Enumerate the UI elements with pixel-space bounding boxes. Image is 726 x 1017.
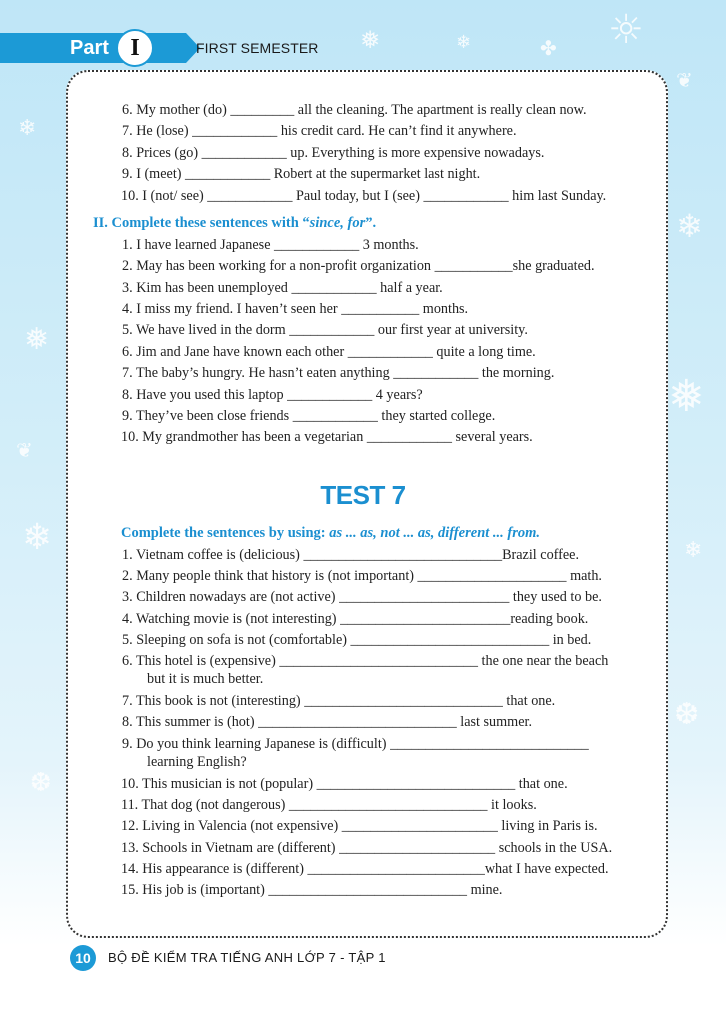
list-item: 8. Prices (go) ____________ up. Everything is more expensive nowadays. [122,145,545,161]
snowflake-icon: ❅ [24,322,50,357]
snowflake-icon: ❄ [456,32,472,53]
list-item: 11. That dog (not dangerous) ____________________________ it looks. [121,797,537,813]
list-item: 1. Vietnam coffee is (delicious) ____________________________Brazil coffee. [122,547,579,563]
list-item: 6. My mother (do) _________ all the cleaning. The apartment is really clean now. [122,102,587,118]
test-title: TEST 7 [320,480,406,510]
list-item: 2. May has been working for a non-profit organization ___________she graduated. [122,258,595,274]
list-item: 12. Living in Valencia (not expensive) ______________________ living in Paris is. [121,818,598,834]
list-item: 4. I miss my friend. I haven’t seen her ___________ months. [122,301,469,317]
list-item: 6. Jim and Jane have known each other ____________ quite a long time. [122,344,536,360]
semester-title: FIRST SEMESTER [196,40,319,56]
butterfly-icon: ✤ [540,36,557,60]
list-item: 14. His appearance is (different) _________________________what I have expected. [121,861,609,877]
page-number: 10 [70,945,96,971]
list-item: 4. Watching movie is (not interesting) ________________________reading book. [122,611,589,627]
leaf-icon: ❦ [676,68,693,92]
sun-icon: ☼ [608,7,644,53]
list-item: 7. He (lose) ____________ his credit card. He can’t find it anywhere. [122,123,517,139]
part-label: Part [70,37,109,59]
list-item: 7. The baby’s hungry. He hasn’t eaten anything ____________ the morning. [122,365,555,381]
list-item-continuation: but it is much better. [147,671,264,687]
list-item: 2. Many people think that history is (not important) _____________________ math. [122,568,602,584]
list-item: 10. This musician is not (popular) ____________________________ that one. [121,776,568,792]
snowflake-icon: ❄ [18,116,37,141]
list-item: 9. They’ve been close friends ____________ they started college. [122,408,496,424]
snowflake-icon: ❅ [360,26,381,54]
snowflake-icon: ❄ [22,517,53,558]
list-item-continuation: learning English? [147,754,247,770]
list-item: 1. I have learned Japanese ____________ 3 months. [122,237,419,253]
list-item: 3. Kim has been unemployed ____________ half a year. [122,280,443,296]
book-title: BỘ ĐỀ KIỂM TRA TIẾNG ANH LỚP 7 - TẬP 1 [108,950,386,965]
list-item: 10. I (not/ see) ____________ Paul today, but I (see) ____________ him last Sunday. [121,188,607,204]
list-item: 3. Children nowadays are (not active) ________________________ they used to be. [122,589,602,605]
list-item: 7. This book is not (interesting) ____________________________ that one. [122,693,556,709]
snowflake-icon: ❆ [674,697,700,732]
part-number-badge: I [116,29,154,67]
test-instruction: Complete the sentences by using: as ... as, not ... as, different ... from. [121,525,541,541]
list-item: 9. I (meet) ____________ Robert at the supermarket last night. [122,166,481,182]
list-item: 15. His job is (important) ____________________________ mine. [121,882,503,898]
list-item: 6. This hotel is (expensive) ____________________________ the one near the beach [122,653,609,669]
list-item: 9. Do you think learning Japanese is (difficult) ____________________________ [122,736,589,752]
list-item: 5. Sleeping on sofa is not (comfortable) ____________________________ in bed. [122,632,592,648]
list-item: 8. Have you used this laptop ____________ 4 years? [122,387,423,403]
leaf-icon: ❦ [16,438,33,462]
snowflake-icon: ❅ [668,371,705,422]
list-item: 10. My grandmother has been a vegetarian ____________ several years. [121,429,533,445]
list-item: 5. We have lived in the dorm ____________ our first year at university. [122,322,528,338]
list-item: 13. Schools in Vietnam are (different) ______________________ schools in the USA. [121,840,613,856]
list-item: 8. This summer is (hot) ____________________________ last summer. [122,714,533,730]
snowflake-icon: ❄ [684,538,703,563]
exercise-ii-heading: II. Complete these sentences with “since, for”. [93,215,377,231]
snowflake-icon: ❆ [30,768,52,798]
snowflake-icon: ❄ [676,207,703,245]
